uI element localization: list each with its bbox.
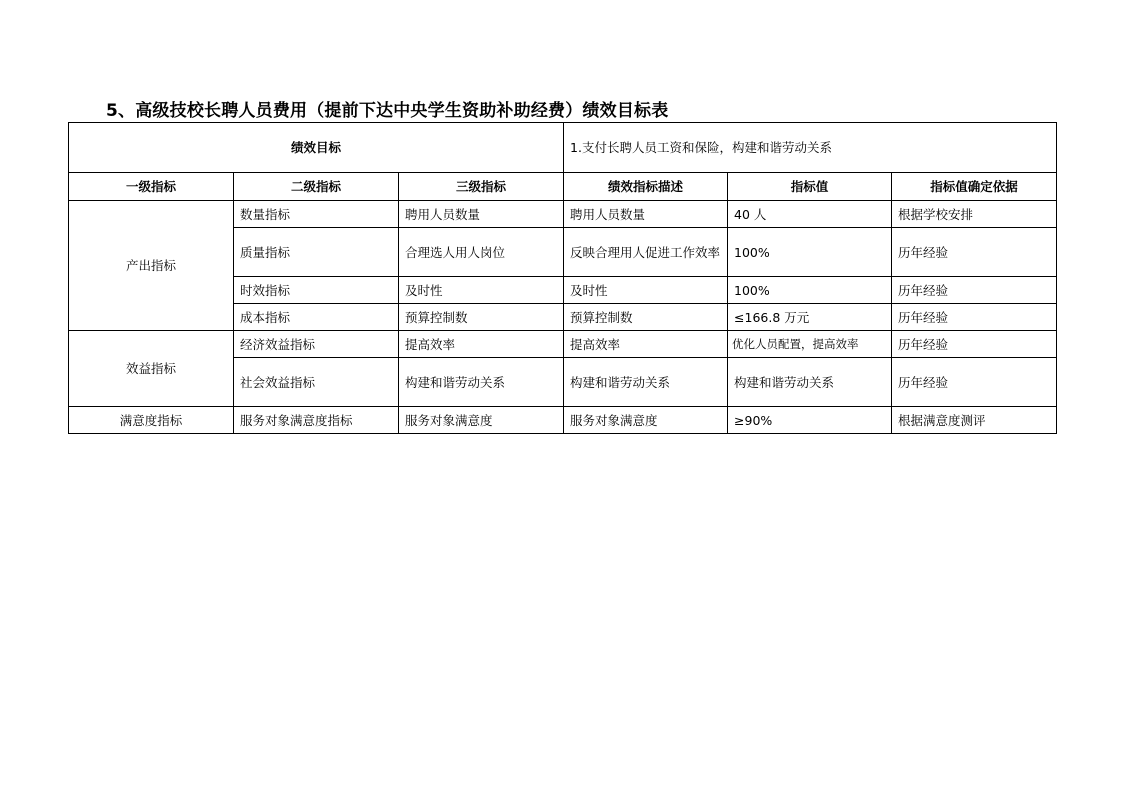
level2-cell: 成本指标 — [234, 304, 399, 331]
level1-cell: 效益指标 — [69, 331, 234, 407]
goal-text: 1.支付长聘人员工资和保险，构建和谐劳动关系 — [564, 123, 1057, 173]
performance-goal-table — [68, 122, 1057, 434]
level1-cell: 产出指标 — [69, 201, 234, 331]
description-cell: 及时性 — [564, 277, 728, 304]
value-cell: ≥90% — [728, 407, 892, 434]
description-cell: 反映合理用人促进工作效率 — [564, 228, 728, 277]
value-cell: 100% — [728, 228, 892, 277]
level3-cell: 及时性 — [399, 277, 564, 304]
basis-cell: 历年经验 — [892, 358, 1057, 407]
goal-label: 绩效目标 — [69, 123, 564, 173]
description-cell: 服务对象满意度 — [564, 407, 728, 434]
basis-cell: 历年经验 — [892, 331, 1057, 358]
level2-cell: 服务对象满意度指标 — [234, 407, 399, 434]
table-row — [69, 331, 1057, 358]
level3-cell: 聘用人员数量 — [399, 201, 564, 228]
description-cell: 提高效率 — [564, 331, 728, 358]
header-level2: 二级指标 — [234, 173, 399, 201]
level3-cell: 构建和谐劳动关系 — [399, 358, 564, 407]
basis-cell: 历年经验 — [892, 228, 1057, 277]
value-cell: 100% — [728, 277, 892, 304]
level1-cell: 满意度指标 — [69, 407, 234, 434]
table-row — [69, 407, 1057, 434]
level2-cell: 质量指标 — [234, 228, 399, 277]
basis-cell: 历年经验 — [892, 304, 1057, 331]
level3-cell: 提高效率 — [399, 331, 564, 358]
level3-cell: 服务对象满意度 — [399, 407, 564, 434]
header-description: 绩效指标描述 — [564, 173, 728, 201]
header-value: 指标值 — [728, 173, 892, 201]
table-row — [69, 201, 1057, 228]
description-cell: 构建和谐劳动关系 — [564, 358, 728, 407]
level2-cell: 时效指标 — [234, 277, 399, 304]
value-cell: ≤166.8 万元 — [728, 304, 892, 331]
description-cell: 聘用人员数量 — [564, 201, 728, 228]
description-cell: 预算控制数 — [564, 304, 728, 331]
value-cell: 构建和谐劳动关系 — [728, 358, 892, 407]
basis-cell: 根据满意度测评 — [892, 407, 1057, 434]
header-level3: 三级指标 — [399, 173, 564, 201]
basis-cell: 根据学校安排 — [892, 201, 1057, 228]
level2-cell: 数量指标 — [234, 201, 399, 228]
header-level1: 一级指标 — [69, 173, 234, 201]
header-basis: 指标值确定依据 — [892, 173, 1057, 201]
value-cell: 优化人员配置，提高效率 — [728, 331, 892, 358]
level3-cell: 合理选人用人岗位 — [399, 228, 564, 277]
document-title: 5、高级技校长聘人员费用（提前下达中央学生资助补助经费）绩效目标表 — [106, 101, 669, 121]
basis-cell: 历年经验 — [892, 277, 1057, 304]
value-cell: 40 人 — [728, 201, 892, 228]
level2-cell: 社会效益指标 — [234, 358, 399, 407]
header-row — [69, 173, 1057, 201]
level3-cell: 预算控制数 — [399, 304, 564, 331]
level2-cell: 经济效益指标 — [234, 331, 399, 358]
